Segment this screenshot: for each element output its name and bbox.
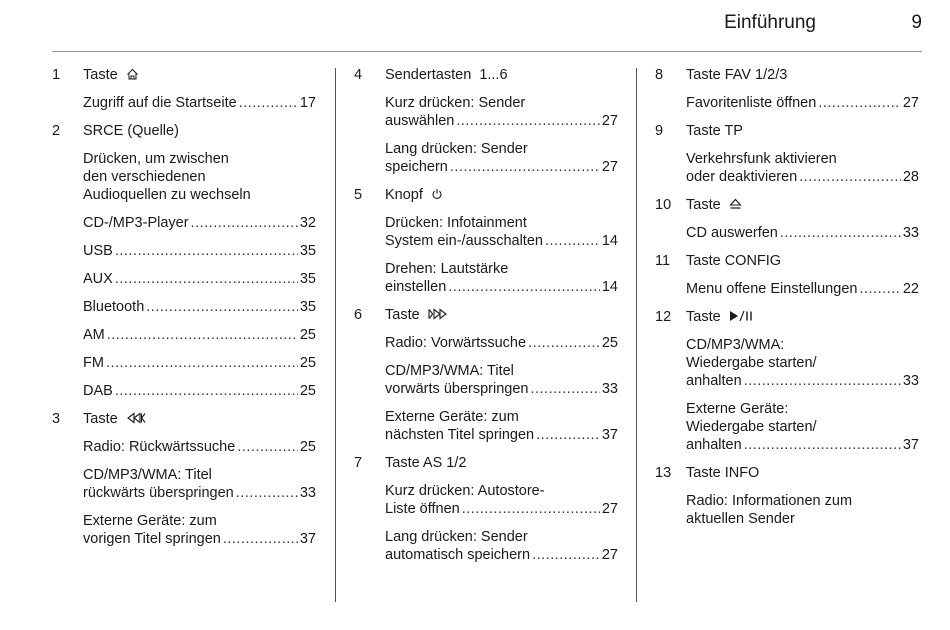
reference-entry: FM ..... 25	[83, 354, 316, 372]
item-number: 12	[655, 309, 672, 325]
page-ref: 17	[299, 95, 316, 111]
item-number: 2	[52, 123, 61, 139]
item-number: 1	[52, 67, 61, 83]
item-number: 8	[655, 67, 664, 83]
item-label: Taste	[83, 67, 118, 83]
reference-entry: CD auswerfen ..... 33	[686, 224, 919, 242]
item-label: Knopf	[385, 187, 423, 203]
home-icon	[126, 66, 139, 84]
item-6	[354, 306, 618, 444]
page-title: Einführung	[724, 12, 816, 33]
item-9	[655, 122, 919, 186]
column-divider	[335, 68, 336, 602]
reference-entry: AM ..... 25	[83, 326, 316, 344]
page-number: 9	[911, 12, 922, 33]
item-label: Taste	[686, 67, 721, 83]
rewind-skip-back-icon	[126, 410, 146, 428]
item-label: Taste	[686, 123, 721, 139]
item-label: Sendertasten 1...6	[385, 67, 508, 83]
reference-block: Drehen: Lautstärke einstellen ..... 14	[385, 260, 618, 296]
item-number: 9	[655, 123, 664, 139]
reference-entry: Bluetooth ..... 35	[83, 298, 316, 316]
key-name: CONFIG	[724, 253, 782, 269]
item-label: Taste	[686, 465, 721, 481]
item-2	[52, 122, 316, 400]
reference-block: CD/MP3/WMA: Titel vorwärts überspringen ..... 33	[385, 362, 618, 398]
reference-entry: USB ..... 35	[83, 242, 316, 260]
item-5	[354, 186, 618, 296]
reference-entry: DAB ..... 25	[83, 382, 316, 400]
item-label: Taste	[385, 455, 420, 471]
item-8	[655, 66, 919, 112]
item-number: 7	[354, 455, 363, 471]
reference-block: CD/MP3/WMA: Titel rückwärts überspringen ..... 33	[83, 466, 316, 502]
column-2	[354, 66, 618, 574]
reference-block: Kurz drücken: Sender auswählen ..... 27	[385, 94, 618, 130]
reference-entry: AUX ..... 35	[83, 270, 316, 288]
key-name: SRCE	[83, 123, 124, 139]
reference-entry: Favoritenliste öffnen ..... 27	[686, 94, 919, 112]
item-label: Taste	[686, 253, 721, 269]
item-12	[655, 308, 919, 454]
reference-entry: CD-/MP3-Player ..... 32	[83, 214, 316, 232]
item-3	[52, 410, 316, 548]
description: Drücken, um zwischen den verschiedenen Audioquellen zu wechseln	[83, 151, 251, 203]
reference-entry: Radio: Rückwärtssuche ..... 25	[83, 438, 316, 456]
reference-block: Drücken: Infotainment System ein-/ausschalten ..... 14	[385, 214, 618, 250]
item-label: Taste	[686, 309, 721, 325]
reference-entry: Zugriff auf die Startseite ..... 17	[83, 94, 316, 112]
reference-block: Lang drücken: Sender automatisch speichern ..... 27	[385, 528, 618, 564]
reference-block: Kurz drücken: Autostore- Liste öffnen ..... 27	[385, 482, 618, 518]
play-pause-icon	[729, 308, 755, 326]
reference-block: Externe Geräte: zum vorigen Titel springen ..... 37	[83, 512, 316, 548]
item-number: 6	[354, 307, 363, 323]
reference-entry: Radio: Vorwärtssuche ..... 25	[385, 334, 618, 352]
column-divider	[636, 68, 637, 602]
item-label: (Quelle)	[127, 123, 179, 139]
item-number: 11	[655, 253, 671, 269]
item-number: 10	[655, 197, 672, 213]
key-name: TP	[724, 123, 743, 139]
item-number: 4	[354, 67, 363, 83]
reference-block: Lang drücken: Sender speichern ..... 27	[385, 140, 618, 176]
item-number: 3	[52, 411, 61, 427]
item-number: 13	[655, 465, 672, 481]
page-header	[52, 8, 922, 48]
reference-block: Externe Geräte: Wiedergabe starten/ anhalten ..... 37	[686, 400, 919, 454]
reference-block: Externe Geräte: zum nächsten Titel springen ..... 37	[385, 408, 618, 444]
item-7	[354, 454, 618, 564]
skip-forward-icon	[428, 306, 448, 324]
description: Radio: Informationen zum aktuellen Sender	[686, 493, 853, 527]
item-label: Taste	[83, 411, 118, 427]
reference-entry: Menu offene Einstellungen ..... 22	[686, 280, 919, 298]
item-number: 5	[354, 187, 363, 203]
power-icon	[431, 186, 443, 204]
reference-block: CD/MP3/WMA: Wiedergabe starten/ anhalten ..... 33	[686, 336, 919, 390]
item-13	[655, 464, 919, 528]
header-divider	[52, 51, 922, 52]
key-name: INFO	[724, 465, 760, 481]
key-name: FAV 1/2/3	[724, 67, 788, 83]
item-10	[655, 196, 919, 242]
column-3	[655, 66, 919, 538]
eject-icon	[729, 196, 742, 214]
item-4	[354, 66, 618, 176]
item-label: Taste	[385, 307, 420, 323]
item-1	[52, 66, 316, 112]
reference-block: Verkehrsfunk aktivieren oder deaktivieren ..... 28	[686, 150, 919, 186]
item-11	[655, 252, 919, 298]
column-1	[52, 66, 316, 558]
item-label: Taste	[686, 197, 721, 213]
key-name: AS 1/2	[422, 455, 467, 471]
